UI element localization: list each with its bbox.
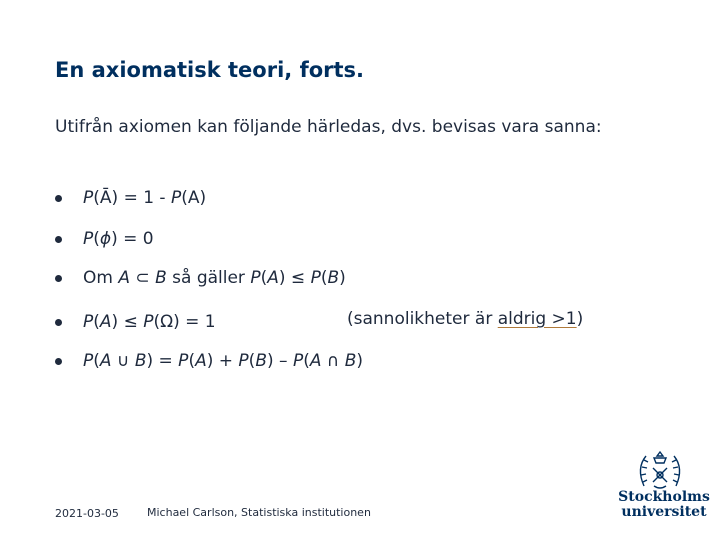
formula-part: ( (93, 229, 100, 249)
formula-part: A (118, 268, 130, 288)
bullet-item (55, 312, 216, 332)
bullet-item (55, 229, 154, 249)
formula-part: B (155, 268, 167, 288)
formula-union (83, 351, 363, 371)
university-logo (610, 446, 710, 522)
logo-line-1: Stockholms (618, 489, 710, 505)
formula-part: ∪ (111, 351, 135, 371)
footer-date: 2021-03-05 (55, 507, 119, 520)
formula-part: A (309, 351, 322, 371)
formula-part: (Ā) = 1 - (93, 188, 171, 208)
formula-part: B (327, 268, 340, 288)
formula-part: P (83, 351, 94, 371)
formula-empty-set (83, 229, 154, 249)
logo-line-2: universitet (621, 504, 707, 520)
formula-part: P (250, 268, 261, 288)
formula-part: ( (248, 351, 256, 371)
footer-author: Michael Carlson, Statistiska institutionen (147, 506, 371, 519)
formula-part: ⊂ (130, 268, 156, 288)
logo-wordmark (618, 490, 710, 520)
formula-part: Om (83, 268, 119, 288)
formula-part: P (310, 268, 321, 288)
bullet-dot-icon (55, 195, 62, 202)
formula-part: ( (320, 268, 328, 288)
crown-wreath-emblem-icon (610, 446, 710, 492)
formula-part: ) (339, 268, 346, 288)
formula-part: (A) (181, 188, 207, 208)
formula-part: ( (93, 351, 100, 371)
formula-part: ) = 0 (111, 229, 154, 249)
bullet-item (55, 268, 346, 288)
formula-complement (83, 188, 206, 208)
formula-part: ( (303, 351, 310, 371)
formula-part: ) (356, 351, 364, 371)
formula-part: P (143, 312, 154, 332)
note-suffix: ) (576, 309, 584, 329)
formula-part: A (99, 351, 112, 371)
formula-part: P (292, 351, 304, 371)
formula-part: P (178, 351, 189, 371)
formula-part: A (99, 312, 112, 332)
bullet-item (55, 351, 363, 371)
formula-part: ) ≤ (278, 268, 311, 288)
bullet-dot-icon (55, 275, 62, 282)
formula-part: så gäller (166, 268, 251, 288)
bullet-item (55, 188, 206, 208)
probability-note (347, 309, 583, 329)
formula-part: P (238, 351, 249, 371)
formula-part: ( (260, 268, 268, 288)
formula-part: A (267, 268, 279, 288)
formula-part: ϕ (99, 229, 112, 249)
slide-title: En axiomatisk teori, forts. (55, 58, 365, 82)
formula-part: (Ω) = 1 (153, 312, 216, 332)
formula-part: ( (93, 312, 100, 332)
formula-part: ) ≤ (111, 312, 144, 332)
formula-part: ( (188, 351, 196, 371)
formula-part: P (83, 229, 94, 249)
bullet-dot-icon (55, 358, 62, 365)
note-link[interactable]: aldrig >1 (497, 309, 577, 329)
formula-part: P (83, 188, 94, 208)
formula-part: B (344, 351, 357, 371)
formula-part: B (134, 351, 147, 371)
formula-part: ) = (146, 351, 179, 371)
formula-subset (83, 268, 346, 288)
bullet-dot-icon (55, 319, 62, 326)
formula-upper-bound (83, 312, 216, 332)
formula-part: B (255, 351, 267, 371)
bullet-dot-icon (55, 236, 62, 243)
formula-part: ∩ (321, 351, 345, 371)
intro-text: Utifrån axiomen kan följande härledas, dvs. bevisas vara sanna: (55, 117, 602, 137)
note-prefix: (sannolikheter är (347, 309, 498, 329)
formula-part: A (195, 351, 207, 371)
formula-part: ) – (266, 351, 293, 371)
formula-part: P (83, 312, 94, 332)
formula-part: P (170, 188, 182, 208)
formula-part: ) + (206, 351, 239, 371)
